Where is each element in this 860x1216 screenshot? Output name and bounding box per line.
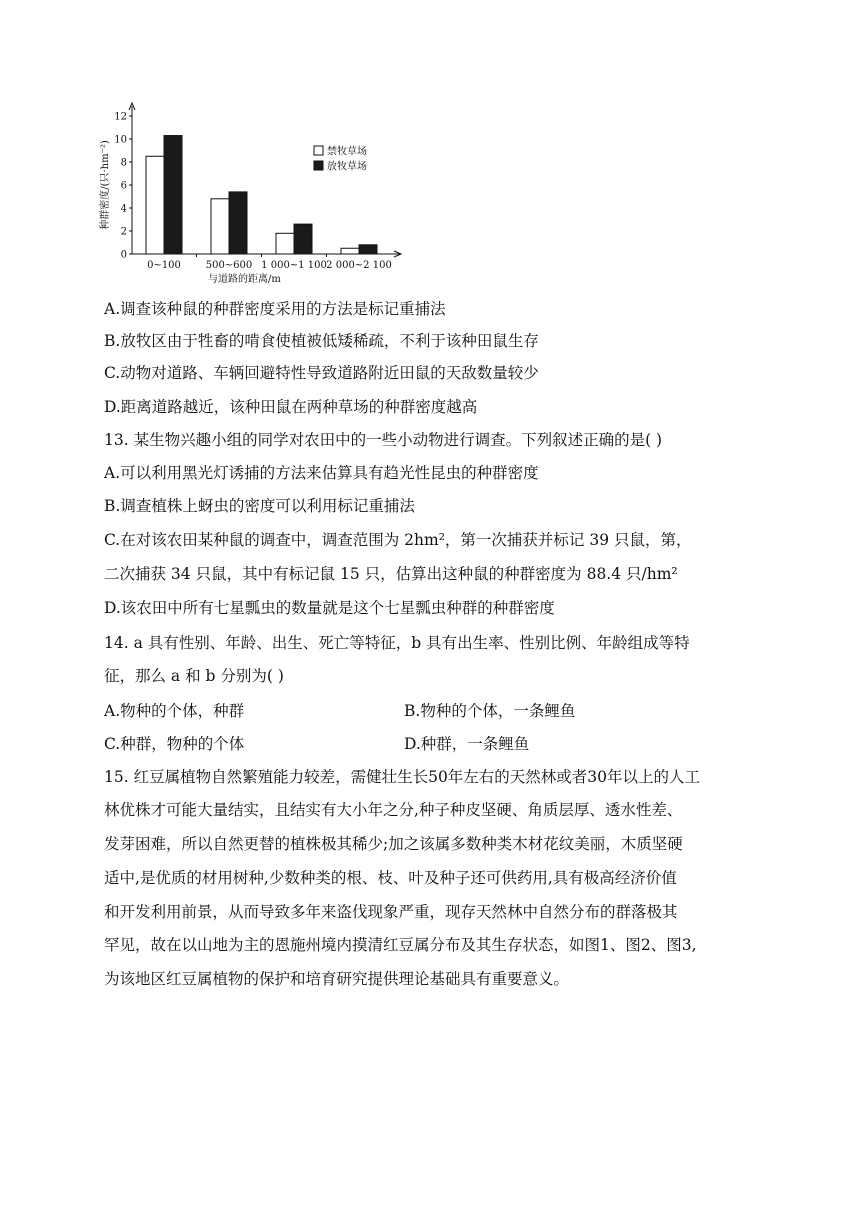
bar-grazing xyxy=(359,245,377,254)
bar-grazing xyxy=(294,224,312,254)
legend-swatch xyxy=(314,161,323,170)
q14-option-b: B.物种的个体，一条鲤鱼 xyxy=(404,702,576,720)
q15-para-line2: 林优株才可能大量结实，且结实有大小年之分,种子种皮坚硬、角质层厚、透水性差、 xyxy=(104,801,683,819)
y-tick-label: 4 xyxy=(120,203,127,215)
legend-swatch xyxy=(314,146,323,155)
q14-option-c: C.种群，物种的个体 xyxy=(104,735,245,753)
q12-option-c: C.动物对道路、车辆回避特性导致道路附近田鼠的天敌数量较少 xyxy=(104,364,539,382)
q13-option-b: B.调查植株上蚜虫的密度可以利用标记重捕法 xyxy=(104,497,415,515)
x-tick-label: 1 000~1 100 xyxy=(261,260,327,271)
y-tick-label: 10 xyxy=(114,134,127,146)
x-tick-label: 0~100 xyxy=(147,260,181,271)
q15-para-line4: 适中,是优质的材用树种,少数种类的根、枝、叶及种子还可供药用,具有极高经济价值 xyxy=(104,869,677,887)
q15-para-line7: 为该地区红豆属植物的保护和培育研究提供理论基础具有重要意义。 xyxy=(104,970,570,988)
legend xyxy=(314,145,367,173)
bar-no-grazing xyxy=(276,233,294,254)
x-axis-label: 与道路的距离/m xyxy=(208,274,281,285)
q14-option-a: A.物种的个体，种群 xyxy=(104,702,245,720)
y-tick-label: 8 xyxy=(120,157,127,169)
bar-no-grazing xyxy=(341,248,359,254)
legend-label: 禁牧草场 xyxy=(327,146,367,158)
q15-para-line3: 发芽困难，所以自然更替的植株极其稀少;加之该属多数种类木材花纹美丽，木质坚硬 xyxy=(104,835,683,853)
q12-option-d: D.距离道路越近，该种田鼠在两种草场的种群密度越高 xyxy=(104,398,478,416)
q13-option-a: A.可以利用黑光灯诱捕的方法来估算具有趋光性昆虫的种群密度 xyxy=(104,464,539,482)
bar-no-grazing xyxy=(211,199,229,254)
bar-grazing xyxy=(229,192,247,254)
q15-para-line1: 15. 红豆属植物自然繁殖能力较差，需健壮生长50年左右的天然林或者30年以上的人工 xyxy=(104,768,701,786)
legend-label: 放牧草场 xyxy=(327,161,367,173)
q14-stem-line1: 14. a 具有性别、年龄、出生、死亡等特征，b 具有出生率、性别比例、年龄组成等特 xyxy=(104,634,690,652)
y-axis xyxy=(114,103,135,261)
y-tick-label: 6 xyxy=(120,180,127,192)
q14-option-d: D.种群，一条鲤鱼 xyxy=(404,735,530,753)
y-tick-label: 12 xyxy=(114,111,127,123)
q14-stem-line2: 征，那么 a 和 b 分别为( ) xyxy=(104,667,284,685)
q13-option-c-line2: 二次捕获 34 只鼠，其中有标记鼠 15 只，估算出这种鼠的种群密度为 88.4 只/hm² xyxy=(104,565,678,583)
x-tick-label: 2 000~2 100 xyxy=(326,260,392,271)
q15-para-line6: 罕见，故在以山地为主的恩施州境内摸清红豆属分布及其生存状态，如图1、图2、图3, xyxy=(104,936,697,954)
population-density-bar-chart xyxy=(98,98,408,290)
q13-option-d: D.该农田中所有七星瓢虫的数量就是这个七星瓢虫种群的种群密度 xyxy=(104,599,555,617)
y-tick-label: 0 xyxy=(120,249,127,261)
q12-option-b: B.放牧区由于牲畜的啃食使植被低矮稀疏，不利于该种田鼠生存 xyxy=(104,332,539,350)
x-tick-labels xyxy=(147,260,392,271)
bar-grazing xyxy=(164,136,182,254)
svg-text:种群密度/(只·hm⁻²): 种群密度/(只·hm⁻²) xyxy=(100,140,111,230)
y-axis-label xyxy=(98,140,111,230)
q12-option-a: A.调查该种鼠的种群密度采用的方法是标记重捕法 xyxy=(104,300,446,318)
x-tick-label: 500~600 xyxy=(205,260,253,271)
q13-stem: 13. 某生物兴趣小组的同学对农田中的一些小动物进行调查。下列叙述正确的是( ) xyxy=(104,431,663,449)
q15-para-line5: 和开发利用前景，从而导致多年来盗伐现象严重，现存天然林中自然分布的群落极其 xyxy=(104,903,678,921)
q13-option-c-line1: C.在对该农田某种鼠的调查中，调查范围为 2hm²，第一次捕获并标记 39 只鼠，第， xyxy=(104,531,692,549)
y-tick-label: 2 xyxy=(120,226,127,238)
bar-no-grazing xyxy=(146,156,164,254)
